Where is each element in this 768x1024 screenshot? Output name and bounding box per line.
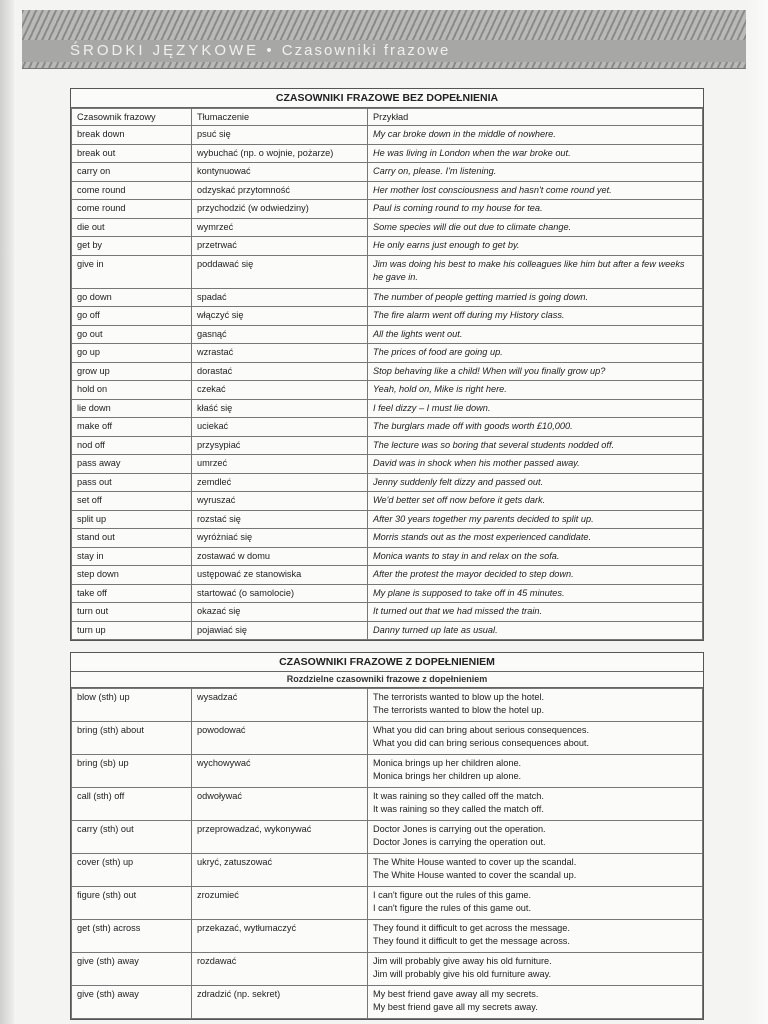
section-heading: CZASOWNIKI FRAZOWE BEZ DOPEŁNIENIA xyxy=(71,89,703,108)
example-line: What you did can bring serious consequences about. xyxy=(373,738,590,748)
table-row xyxy=(72,218,703,237)
translation-cell: włączyć się xyxy=(192,307,368,326)
verb-cell: break down xyxy=(72,126,192,145)
translation-cell: ukryć, zatuszować xyxy=(192,854,368,887)
table-row xyxy=(72,920,703,953)
table-row xyxy=(72,566,703,585)
verb-cell: figure (sth) out xyxy=(72,887,192,920)
table-row xyxy=(72,381,703,400)
example-line: I can't figure out the rules of this game. xyxy=(373,890,532,900)
translation-cell: przetrwać xyxy=(192,237,368,256)
verb-cell: cover (sth) up xyxy=(72,854,192,887)
table-row xyxy=(72,689,703,722)
table-row xyxy=(72,788,703,821)
example-cell xyxy=(368,722,703,755)
example-cell: Monica wants to stay in and relax on the sofa. xyxy=(368,547,703,566)
table-row xyxy=(72,200,703,219)
translation-cell: zrozumieć xyxy=(192,887,368,920)
example-cell xyxy=(368,821,703,854)
table-row xyxy=(72,854,703,887)
table-row xyxy=(72,163,703,182)
separable-verbs-table xyxy=(71,688,703,1019)
verb-cell: break out xyxy=(72,144,192,163)
example-cell: Jenny suddenly felt dizzy and passed out. xyxy=(368,473,703,492)
verb-cell: blow (sth) up xyxy=(72,689,192,722)
translation-cell: zdradzić (np. sekret) xyxy=(192,986,368,1019)
verb-cell: lie down xyxy=(72,399,192,418)
verb-cell: die out xyxy=(72,218,192,237)
translation-cell: zostawać w domu xyxy=(192,547,368,566)
table-row xyxy=(72,755,703,788)
verb-cell: pass out xyxy=(72,473,192,492)
table-row xyxy=(72,821,703,854)
verb-cell: give in xyxy=(72,255,192,288)
example-cell xyxy=(368,920,703,953)
intransitive-phrasal-verbs-panel xyxy=(70,88,704,641)
table-row xyxy=(72,473,703,492)
verb-cell: make off xyxy=(72,418,192,437)
example-cell: All the lights went out. xyxy=(368,325,703,344)
translation-cell: wysadzać xyxy=(192,689,368,722)
table-row xyxy=(72,492,703,511)
example-cell: Jim was doing his best to make his colleagues like him but after a few weeks he gave in. xyxy=(368,255,703,288)
translation-cell: psuć się xyxy=(192,126,368,145)
translation-cell: umrzeć xyxy=(192,455,368,474)
verb-cell: stand out xyxy=(72,529,192,548)
example-cell: The fire alarm went off during my History class. xyxy=(368,307,703,326)
example-line: Jim will probably give away his old furniture. xyxy=(373,956,552,966)
example-cell: It turned out that we had missed the train. xyxy=(368,603,703,622)
example-line: The White House wanted to cover up the scandal. xyxy=(373,857,577,867)
translation-cell: przychodzić (w odwiedziny) xyxy=(192,200,368,219)
translation-cell: rozdawać xyxy=(192,953,368,986)
verb-cell: go up xyxy=(72,344,192,363)
banner-separator: • xyxy=(266,42,275,59)
table-row xyxy=(72,237,703,256)
example-cell xyxy=(368,887,703,920)
example-cell: After 30 years together my parents decided to split up. xyxy=(368,510,703,529)
verb-cell: nod off xyxy=(72,436,192,455)
example-cell xyxy=(368,986,703,1019)
translation-cell: zemdleć xyxy=(192,473,368,492)
example-cell xyxy=(368,854,703,887)
verb-cell: take off xyxy=(72,584,192,603)
translation-cell: czekać xyxy=(192,381,368,400)
table-row xyxy=(72,455,703,474)
transitive-phrasal-verbs-panel xyxy=(70,652,704,1020)
table-header-row xyxy=(72,109,703,126)
example-line: My best friend gave away all my secrets. xyxy=(373,989,539,999)
section-subheading: Rozdzielne czasowniki frazowe z dopełnieniem xyxy=(71,672,703,688)
verb-cell: come round xyxy=(72,200,192,219)
translation-cell: przysypiać xyxy=(192,436,368,455)
verb-cell: set off xyxy=(72,492,192,511)
example-cell: Yeah, hold on, Mike is right here. xyxy=(368,381,703,400)
example-cell: Carry on, please. I'm listening. xyxy=(368,163,703,182)
example-cell: Danny turned up late as usual. xyxy=(368,621,703,640)
translation-cell: wyróżniać się xyxy=(192,529,368,548)
translation-cell: okazać się xyxy=(192,603,368,622)
table-row xyxy=(72,126,703,145)
verb-cell: call (sth) off xyxy=(72,788,192,821)
example-cell: He only earns just enough to get by. xyxy=(368,237,703,256)
translation-cell: powodować xyxy=(192,722,368,755)
column-header-example: Przykład xyxy=(368,109,703,126)
banner-title-main: ŚRODKI JĘZYKOWE xyxy=(70,42,260,59)
table-row xyxy=(72,510,703,529)
translation-cell: wybuchać (np. o wojnie, pożarze) xyxy=(192,144,368,163)
example-cell: After the protest the mayor decided to step down. xyxy=(368,566,703,585)
verb-cell: get (sth) across xyxy=(72,920,192,953)
verb-cell: come round xyxy=(72,181,192,200)
example-line: Doctor Jones is carrying the operation out. xyxy=(373,837,546,847)
verb-cell: give (sth) away xyxy=(72,986,192,1019)
translation-cell: gasnąć xyxy=(192,325,368,344)
banner-title xyxy=(70,42,450,59)
verb-cell: hold on xyxy=(72,381,192,400)
example-cell: I feel dizzy – I must lie down. xyxy=(368,399,703,418)
example-cell: My plane is supposed to take off in 45 minutes. xyxy=(368,584,703,603)
example-cell: Paul is coming round to my house for tea. xyxy=(368,200,703,219)
table-row xyxy=(72,418,703,437)
translation-cell: wyruszać xyxy=(192,492,368,511)
section-heading: CZASOWNIKI FRAZOWE Z DOPEŁNIENIEM xyxy=(71,653,703,672)
example-line: Monica brings her children up alone. xyxy=(373,771,522,781)
verb-cell: turn up xyxy=(72,621,192,640)
table-row xyxy=(72,288,703,307)
example-cell xyxy=(368,689,703,722)
page-edge xyxy=(0,0,14,1024)
translation-cell: kłaść się xyxy=(192,399,368,418)
intransitive-verbs-table xyxy=(71,108,703,640)
verb-cell: turn out xyxy=(72,603,192,622)
verb-cell: go off xyxy=(72,307,192,326)
verb-cell: bring (sth) about xyxy=(72,722,192,755)
translation-cell: spadać xyxy=(192,288,368,307)
example-cell: My car broke down in the middle of nowhere. xyxy=(368,126,703,145)
example-line: What you did can bring about serious consequences. xyxy=(373,725,590,735)
verb-cell: get by xyxy=(72,237,192,256)
example-cell: The lecture was so boring that several students nodded off. xyxy=(368,436,703,455)
example-line: They found it difficult to get the message across. xyxy=(373,936,570,946)
translation-cell: pojawiać się xyxy=(192,621,368,640)
translation-cell: odwoływać xyxy=(192,788,368,821)
example-cell: Morris stands out as the most experienced candidate. xyxy=(368,529,703,548)
example-cell: Her mother lost consciousness and hasn't come round yet. xyxy=(368,181,703,200)
table-row xyxy=(72,603,703,622)
translation-cell: uciekać xyxy=(192,418,368,437)
translation-cell: przekazać, wytłumaczyć xyxy=(192,920,368,953)
example-cell: The number of people getting married is going down. xyxy=(368,288,703,307)
table-row xyxy=(72,436,703,455)
table-row xyxy=(72,584,703,603)
translation-cell: ustępować ze stanowiska xyxy=(192,566,368,585)
table-row xyxy=(72,307,703,326)
table-row xyxy=(72,887,703,920)
example-cell: Some species will die out due to climate change. xyxy=(368,218,703,237)
example-line: My best friend gave all my secrets away. xyxy=(373,1002,538,1012)
translation-cell: poddawać się xyxy=(192,255,368,288)
column-header-translation: Tłumaczenie xyxy=(192,109,368,126)
verb-cell: carry on xyxy=(72,163,192,182)
verb-cell: stay in xyxy=(72,547,192,566)
translation-cell: przeprowadzać, wykonywać xyxy=(192,821,368,854)
example-cell: The prices of food are going up. xyxy=(368,344,703,363)
translation-cell: wzrastać xyxy=(192,344,368,363)
example-line: Doctor Jones is carrying out the operation. xyxy=(373,824,546,834)
translation-cell: rozstać się xyxy=(192,510,368,529)
example-cell: The burglars made off with goods worth £10,000. xyxy=(368,418,703,437)
verb-cell: step down xyxy=(72,566,192,585)
verb-cell: split up xyxy=(72,510,192,529)
example-cell xyxy=(368,788,703,821)
example-line: I can't figure the rules of this game out. xyxy=(373,903,532,913)
column-header-verb: Czasownik frazowy xyxy=(72,109,192,126)
translation-cell: wymrzeć xyxy=(192,218,368,237)
table-row xyxy=(72,144,703,163)
table-row xyxy=(72,362,703,381)
verb-cell: bring (sb) up xyxy=(72,755,192,788)
verb-cell: grow up xyxy=(72,362,192,381)
example-line: The White House wanted to cover the scandal up. xyxy=(373,870,577,880)
example-line: The terrorists wanted to blow up the hotel. xyxy=(373,692,545,702)
table-row xyxy=(72,344,703,363)
verb-cell: go down xyxy=(72,288,192,307)
verb-cell: give (sth) away xyxy=(72,953,192,986)
table-row xyxy=(72,255,703,288)
table-row xyxy=(72,399,703,418)
table-row xyxy=(72,547,703,566)
example-line: It was raining so they called off the match. xyxy=(373,791,544,801)
table-row xyxy=(72,953,703,986)
verb-cell: carry (sth) out xyxy=(72,821,192,854)
table-row xyxy=(72,325,703,344)
example-line: They found it difficult to get across the message. xyxy=(373,923,570,933)
example-line: It was raining so they called the match off. xyxy=(373,804,544,814)
example-cell: We'd better set off now before it gets dark. xyxy=(368,492,703,511)
section-banner xyxy=(22,10,746,69)
verb-cell: go out xyxy=(72,325,192,344)
translation-cell: odzyskać przytomność xyxy=(192,181,368,200)
translation-cell: wychowywać xyxy=(192,755,368,788)
example-cell xyxy=(368,953,703,986)
table-row xyxy=(72,621,703,640)
translation-cell: dorastać xyxy=(192,362,368,381)
page-edge xyxy=(746,0,768,1024)
example-line: The terrorists wanted to blow the hotel up. xyxy=(373,705,545,715)
translation-cell: startować (o samolocie) xyxy=(192,584,368,603)
example-line: Monica brings up her children alone. xyxy=(373,758,522,768)
table-row xyxy=(72,722,703,755)
example-cell: He was living in London when the war broke out. xyxy=(368,144,703,163)
verb-cell: pass away xyxy=(72,455,192,474)
table-row xyxy=(72,181,703,200)
example-cell: David was in shock when his mother passed away. xyxy=(368,455,703,474)
table-row xyxy=(72,986,703,1019)
banner-subtitle: Czasowniki frazowe xyxy=(281,42,451,59)
translation-cell: kontynuować xyxy=(192,163,368,182)
example-cell: Stop behaving like a child! When will you finally grow up? xyxy=(368,362,703,381)
example-cell xyxy=(368,755,703,788)
table-row xyxy=(72,529,703,548)
example-line: Jim will probably give his old furniture away. xyxy=(373,969,552,979)
